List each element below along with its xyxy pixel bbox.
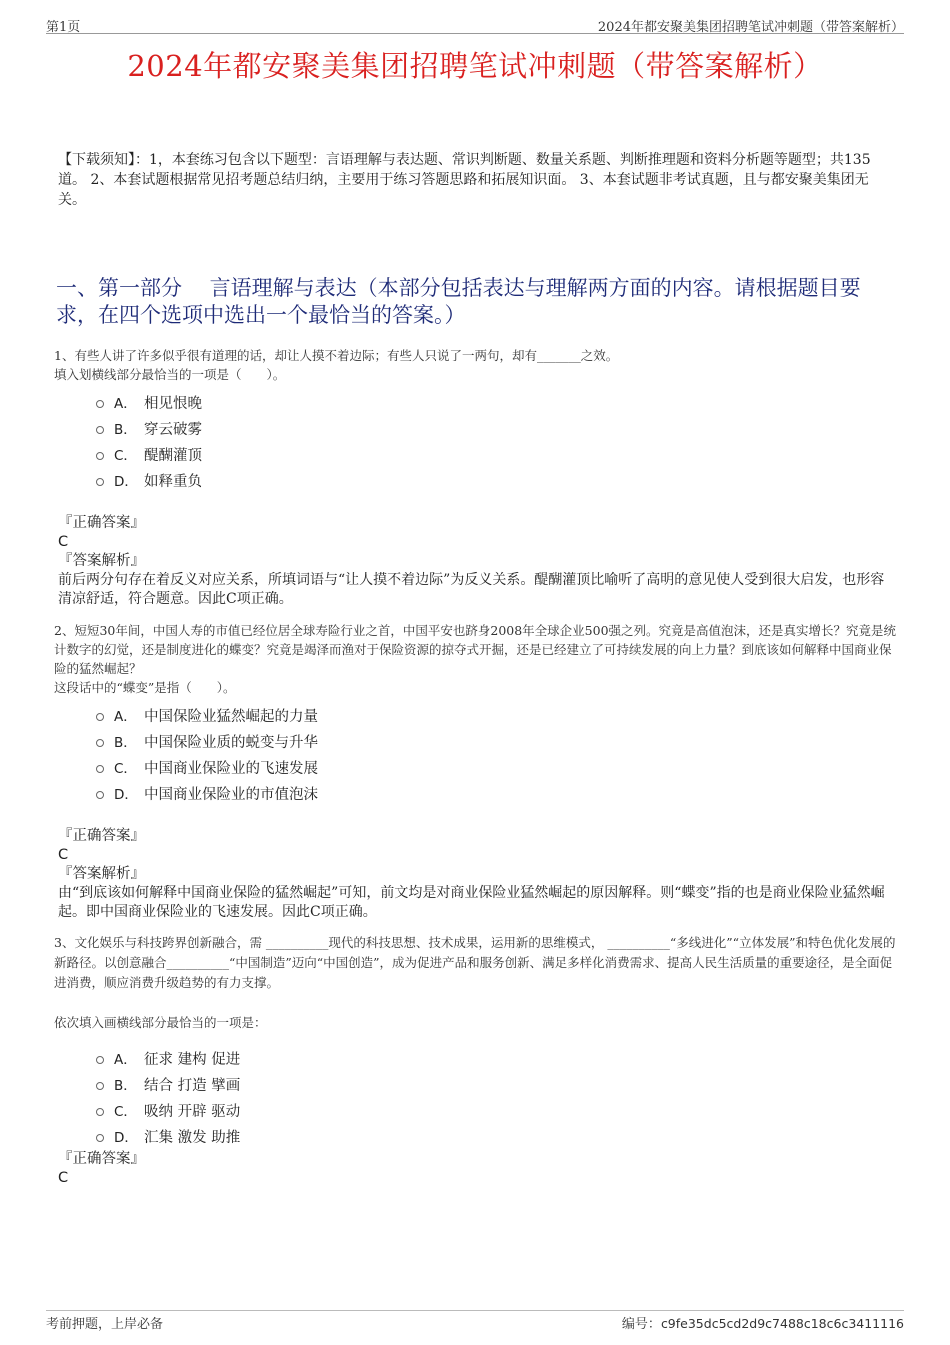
- option-label: C．: [114, 1104, 137, 1120]
- option-label: A．: [114, 396, 137, 412]
- footer-slogan: 考前押题，上岸必备: [46, 1317, 164, 1332]
- option-text: 中国保险业质的蜕变与升华: [144, 734, 318, 751]
- radio-icon[interactable]: [96, 1134, 104, 1142]
- radio-icon[interactable]: [96, 478, 104, 486]
- option-b[interactable]: [96, 415, 900, 441]
- option-label: B．: [114, 422, 137, 438]
- option-text: 醍醐灌顶: [144, 447, 202, 464]
- option-label: D．: [114, 474, 138, 490]
- option-d[interactable]: [96, 1123, 900, 1149]
- option-c[interactable]: [96, 441, 900, 467]
- option-label: D．: [114, 1130, 138, 1146]
- explanation: 前后两分句存在着反义对应关系，所填词语与“让人摸不着边际”为反义关系。醍醐灌顶比喻听了高明的意见使人受到很大启发，也形容清凉舒适，符合题意。因此C项正确。: [58, 572, 885, 607]
- explanation-heading: 『答案解析』: [58, 553, 145, 569]
- question-2-text: 2、短短30年间，中国人寿的市值已经位居全球寿险行业之首，中国平安也跻身2008年全球企业500强之列。究竟是高值泡沫，还是真实增长？究竟是统计数字的幻觉，还是制度进化的蝶变？究竟是竭泽而渔对于保险资源的掠夺式开掘，还是已经建立了可持续发展的向上力量？到底该如何解释中国商业保险的猛然崛起？ 这段话中的“蝶变”是指（ ）。: [54, 623, 897, 695]
- radio-icon[interactable]: [96, 739, 104, 747]
- option-d[interactable]: [96, 467, 900, 493]
- question-3-text: 3、文化娱乐与科技跨界创新融合，需 __________现代的科技思想、技术成果，运用新的思维模式， __________“多线进化”“立体发展”和特色优化发展的新路径。以创意融合__________“中国制造”迈向“中国创造”，成为促进产品和服务创新、满足多样化消费需求、提高人民生活质量的重要途径，是全面促进消费，顺应消费升级趋势的有力支撑。 依次填入画横线部分最恰当的一项是：: [54, 935, 896, 1030]
- question-1-text: 1、有些人讲了许多似乎很有道理的话，却让人摸不着边际；有些人只说了一两句，却有_______之效。 填入划横线部分最恰当的一项是（ ）。: [54, 348, 619, 382]
- correct-answer-heading: 『正确答案』: [58, 515, 145, 531]
- option-text: 如释重负: [144, 473, 202, 490]
- correct-answer: C: [58, 847, 69, 863]
- option-text: 结合 打造 擘画: [144, 1077, 241, 1094]
- option-text: 中国保险业猛然崛起的力量: [144, 708, 318, 725]
- correct-answer-heading: 『正确答案』: [58, 1151, 145, 1167]
- question-1-options: [96, 389, 900, 493]
- radio-icon[interactable]: [96, 1108, 104, 1116]
- question-1: [54, 346, 900, 609]
- page-title: 2024年都安聚美集团招聘笔试冲刺题（带答案解析）: [127, 49, 823, 83]
- explanation: 由“到底该如何解释中国商业保险的猛然崛起”可知，前文均是对商业保险业猛然崛起的原因解释。则“蝶变”指的也是商业保险业猛然崛起。即中国商业保险业的飞速发展。因此C项正确。: [58, 885, 885, 920]
- section-title: 一、第一部分 言语理解与表达（本部分包括表达与理解两方面的内容。请根据题目要求，在四个选项中选出一个最恰当的答案。）: [56, 276, 861, 327]
- option-c[interactable]: [96, 754, 900, 780]
- option-text: 相见恨晚: [144, 395, 202, 412]
- option-text: 征求 建构 促进: [144, 1051, 241, 1068]
- correct-answer-heading: 『正确答案』: [58, 828, 145, 844]
- option-text: 吸纳 开辟 驱动: [144, 1103, 241, 1120]
- option-label: D．: [114, 787, 138, 803]
- header-doc-title: 2024年都安聚美集团招聘笔试冲刺题（带答案解析）: [597, 20, 904, 35]
- option-d[interactable]: [96, 780, 900, 806]
- radio-icon[interactable]: [96, 791, 104, 799]
- option-b[interactable]: [96, 1071, 900, 1097]
- option-text: 汇集 激发 助推: [144, 1129, 241, 1146]
- option-label: C．: [114, 761, 137, 777]
- radio-icon[interactable]: [96, 1082, 104, 1090]
- option-a[interactable]: [96, 389, 900, 415]
- radio-icon[interactable]: [96, 765, 104, 773]
- option-a[interactable]: [96, 702, 900, 728]
- document-code-label: 编号：: [621, 1317, 661, 1332]
- option-c[interactable]: [96, 1097, 900, 1123]
- document-code: [622, 1313, 904, 1332]
- radio-icon[interactable]: [96, 452, 104, 460]
- option-label: B．: [114, 1078, 137, 1094]
- option-label: B．: [114, 735, 137, 751]
- option-label: A．: [114, 1052, 137, 1068]
- radio-icon[interactable]: [96, 426, 104, 434]
- footer-divider: [46, 1310, 904, 1311]
- explanation-heading: 『答案解析』: [58, 866, 145, 882]
- option-label: C．: [114, 448, 137, 464]
- option-label: A．: [114, 709, 137, 725]
- radio-icon[interactable]: [96, 1056, 104, 1064]
- question-2: [54, 621, 900, 922]
- radio-icon[interactable]: [96, 713, 104, 721]
- radio-icon[interactable]: [96, 400, 104, 408]
- correct-answer: C: [58, 1170, 69, 1186]
- option-b[interactable]: [96, 728, 900, 754]
- question-3-options: [96, 1045, 900, 1149]
- question-2-options: [96, 702, 900, 806]
- page-number: 第1页: [46, 20, 81, 35]
- option-text: 中国商业保险业的飞速发展: [144, 760, 318, 777]
- header-divider: [46, 33, 904, 34]
- document-code-value: c9fe35dc5cd2d9c7488c18c6c3411116: [660, 1316, 904, 1331]
- option-a[interactable]: [96, 1045, 900, 1071]
- correct-answer: C: [58, 534, 69, 550]
- question-3: [54, 933, 900, 1187]
- option-text: 中国商业保险业的市值泡沫: [144, 786, 318, 803]
- option-text: 穿云破雾: [144, 421, 202, 438]
- download-notice: 【下载须知】：1，本套练习包含以下题型：言语理解与表达题、常识判断题、数量关系题、判断推理题和资料分析题等题型；共135道。 2、本套试题根据常见招考题总结归纳，主要用于练习答题思路和拓展知识面。 3、本套试题非考试真题，且与都安聚美集团无关。: [58, 152, 871, 208]
